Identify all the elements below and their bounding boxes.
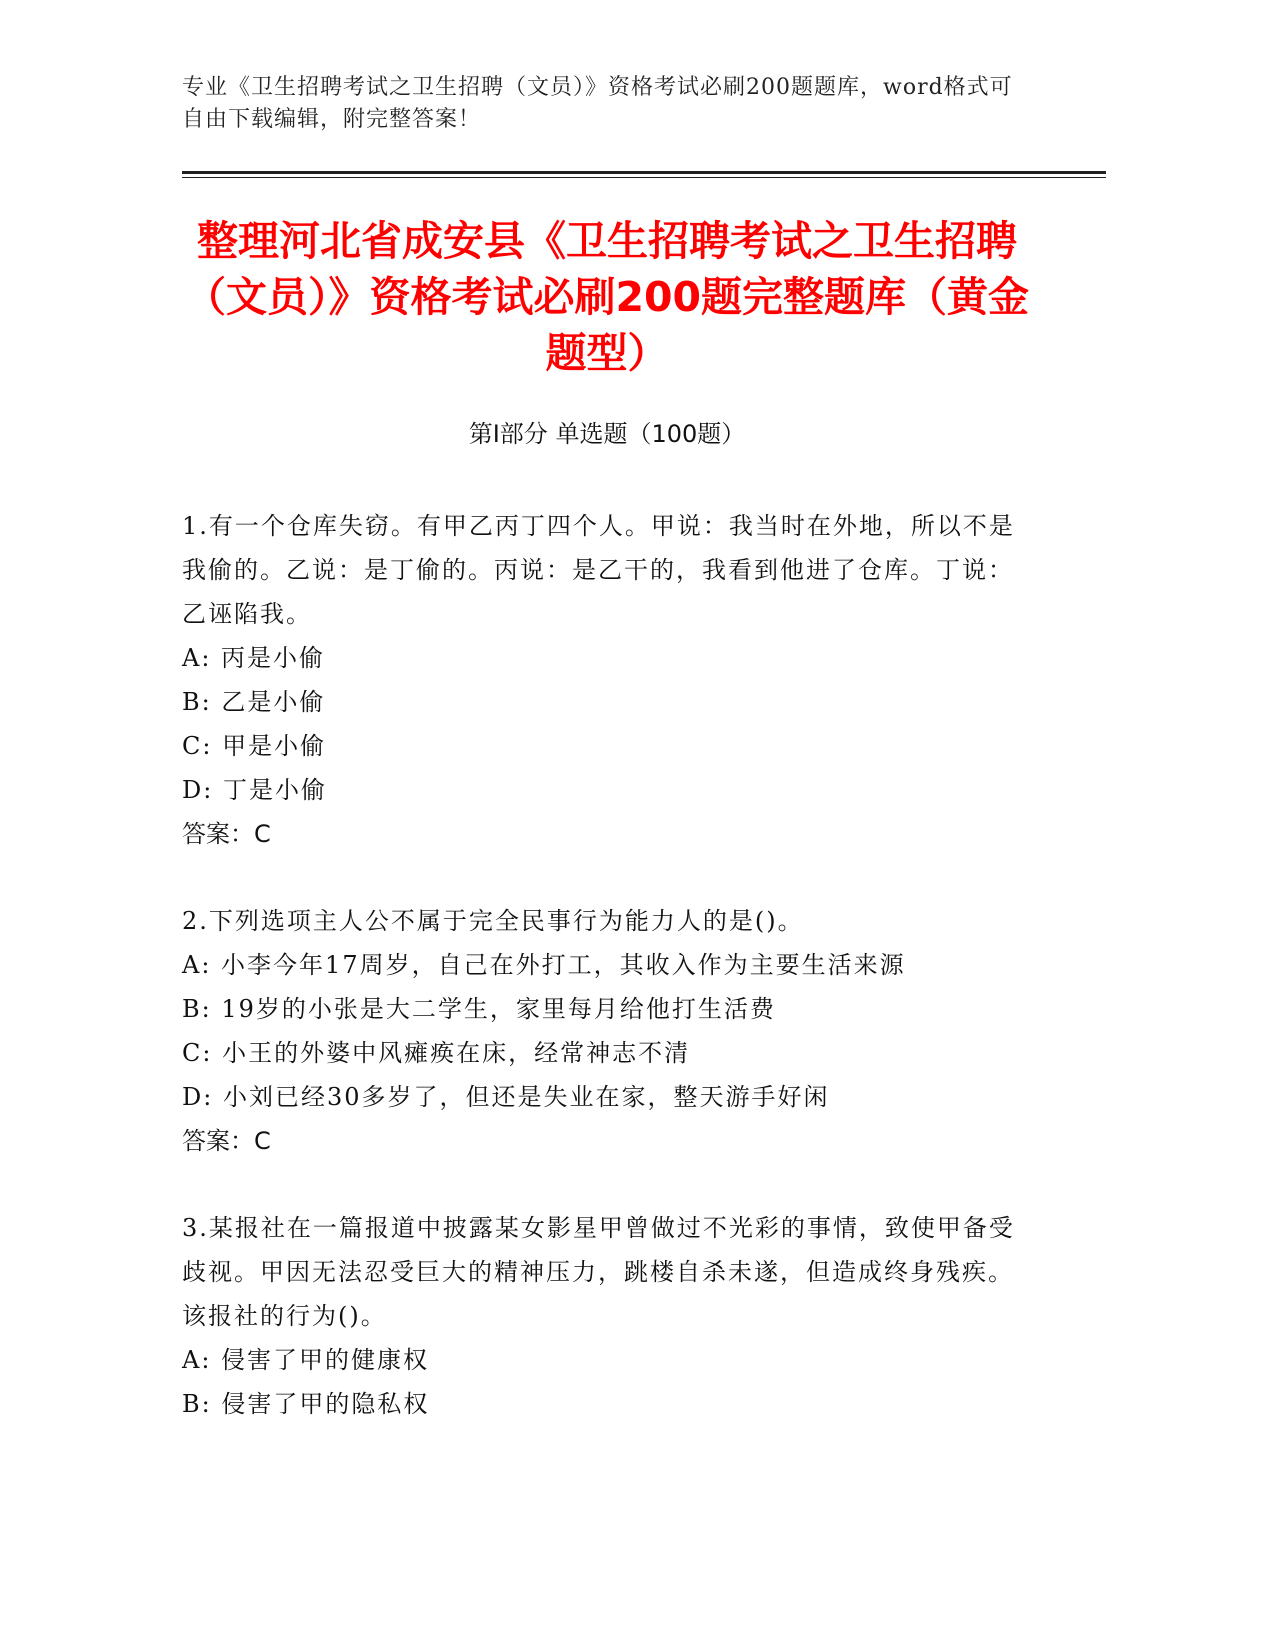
question-1 (182, 504, 1032, 856)
header-rule-thin (182, 177, 1106, 178)
header-note: 专业《卫生招聘考试之卫生招聘（文员）》资格考试必刷200题题库，word格式可自由下载编辑，附完整答案！ (182, 75, 1013, 132)
answer: 答案：C (182, 820, 271, 848)
question-list (182, 504, 1032, 1469)
answer: 答案：C (182, 1127, 271, 1155)
section-title: 第I部分 单选题（100题） (468, 420, 746, 448)
option-d: D: 小刘已经30多岁了，但还是失业在家，整天游手好闲 (182, 1083, 830, 1111)
option-c: C: 小王的外婆中风瘫痪在床，经常神志不清 (182, 1039, 691, 1067)
document-title: 整理河北省成安县《卫生招聘考试之卫生招聘（文员）》资格考试必刷200题完整题库（黄金题型） (184, 217, 1030, 377)
question-3 (182, 1206, 1032, 1426)
option-d: D: 丁是小偷 (182, 776, 327, 804)
option-b: B: 侵害了甲的隐私权 (182, 1390, 430, 1418)
option-b: B: 乙是小偷 (182, 688, 326, 716)
option-a: A: 小李今年17周岁，自己在外打工，其收入作为主要生活来源 (182, 951, 906, 979)
question-stem: 2.下列选项主人公不属于完全民事行为能力人的是()。 (182, 907, 804, 935)
question-stem: 3.某报社在一篇报道中披露某女影星甲曾做过不光彩的事情，致使甲备受歧视。甲因无法忍受巨大的精神压力，跳楼自杀未遂，但造成终身残疾。该报社的行为()。 (182, 1214, 1015, 1330)
header-rule-thick (182, 171, 1106, 174)
option-c: C: 甲是小偷 (182, 732, 327, 760)
option-a: A: 侵害了甲的健康权 (182, 1346, 430, 1374)
option-b: B: 19岁的小张是大二学生，家里每月给他打生活费 (182, 995, 776, 1023)
question-2 (182, 899, 1032, 1163)
option-a: A: 丙是小偷 (182, 644, 326, 672)
question-stem: 1.有一个仓库失窃。有甲乙丙丁四个人。甲说：我当时在外地，所以不是我偷的。乙说：是丁偷的。丙说：是乙干的，我看到他进了仓库。丁说：乙诬陷我。 (182, 512, 1015, 628)
